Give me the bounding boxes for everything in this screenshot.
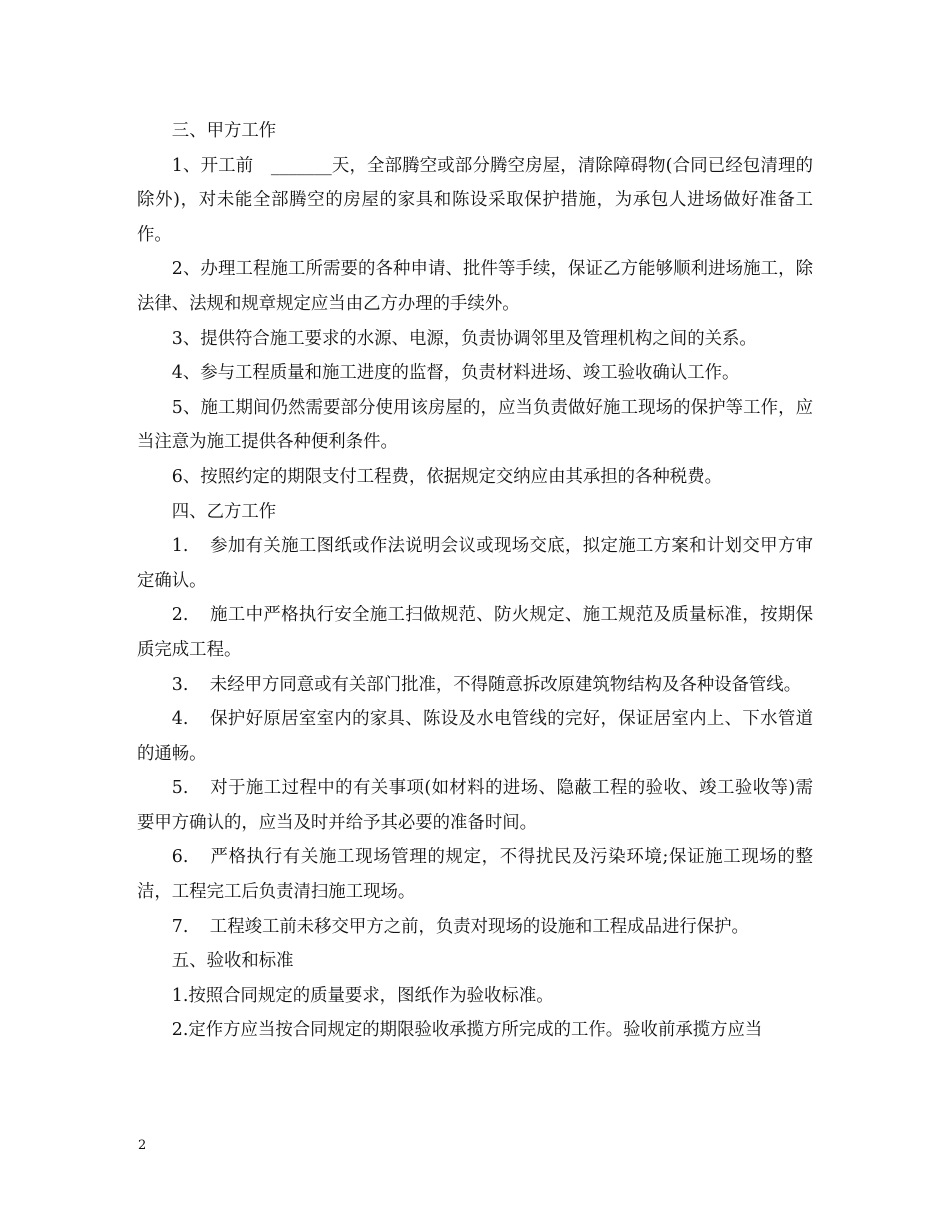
paragraph: 2.定作方应当按合同规定的期限验收承揽方所完成的工作。验收前承揽方应当	[171, 1020, 763, 1041]
section-heading-party-a-duties: 三、甲方工作	[171, 121, 277, 141]
paragraph: 2、办理工程施工所需要的各种申请、批件等手续，保证乙方能够顺利进场施工，除法律、法规和规章规定应当由乙方办理的手续外。	[137, 259, 813, 314]
item-number: 3.	[171, 674, 189, 695]
item-number: 2.	[171, 605, 189, 626]
paragraph: 3、提供符合施工要求的水源、电源，负责协调邻里及管理机构之间的关系。	[171, 328, 757, 349]
page-number: 2	[138, 1138, 147, 1153]
item-number: 6.	[171, 847, 189, 868]
paragraph: 1.按照合同规定的质量要求，图纸作为验收标准。	[171, 985, 554, 1006]
paragraph: 5、施工期间仍然需要部分使用该房屋的，应当负责做好施工现场的保护等工作，应当注意为施工提供各种便利条件。	[137, 397, 813, 453]
item-number: 7.	[171, 916, 189, 937]
numbered-paragraph: 6. 严格执行有关施工现场管理的规定，不得扰民及污染环境;保证施工现场的整洁，工程完工后负责清扫施工现场。	[137, 840, 813, 909]
document-body	[137, 114, 813, 1048]
numbered-paragraph: 1. 参加有关施工图纸或作法说明会议或现场交底，拟定施工方案和计划交甲方审定确认。	[137, 529, 813, 598]
item-number: 1.	[171, 536, 189, 557]
paragraph: 6、按照约定的期限支付工程费，依据规定交纳应由其承担的各种税费。	[171, 466, 722, 487]
numbered-paragraph: 4. 保护好原居室室内的家具、陈设及水电管线的完好，保证居室内上、下水管道的通畅。	[137, 702, 813, 771]
paragraph: 4、参与工程质量和施工进度的监督，负责材料进场、竣工验收确认工作。	[171, 363, 740, 384]
section-heading-party-b-duties: 四、乙方工作	[171, 501, 277, 522]
section-heading-acceptance-standards: 五、验收和标准	[171, 951, 294, 972]
item-number: 4.	[171, 709, 189, 730]
paragraph: 1、开工前 _______天，全部腾空或部分腾空房屋，清除障碍物(合同已经包清理的除外)，对未能全部腾空的房屋的家具和陈设采取保护措施，为承包人进场做好准备工作。	[137, 155, 813, 245]
numbered-paragraph: 2. 施工中严格执行安全施工扫做规范、防火规定、施工规范及质量标准，按期保质完成工程。	[137, 598, 813, 667]
numbered-paragraph: 7. 工程竣工前未移交甲方之前，负责对现场的设施和工程成品进行保护。	[137, 910, 813, 945]
numbered-paragraph: 5. 对于施工过程中的有关事项(如材料的进场、隐蔽工程的验收、竣工验收等)需要甲方确认的，应当及时并给予其必要的准备时间。	[137, 771, 813, 840]
numbered-paragraph: 3. 未经甲方同意或有关部门批准，不得随意拆改原建筑物结构及各种设备管线。	[137, 668, 813, 703]
item-number: 5.	[171, 778, 189, 799]
